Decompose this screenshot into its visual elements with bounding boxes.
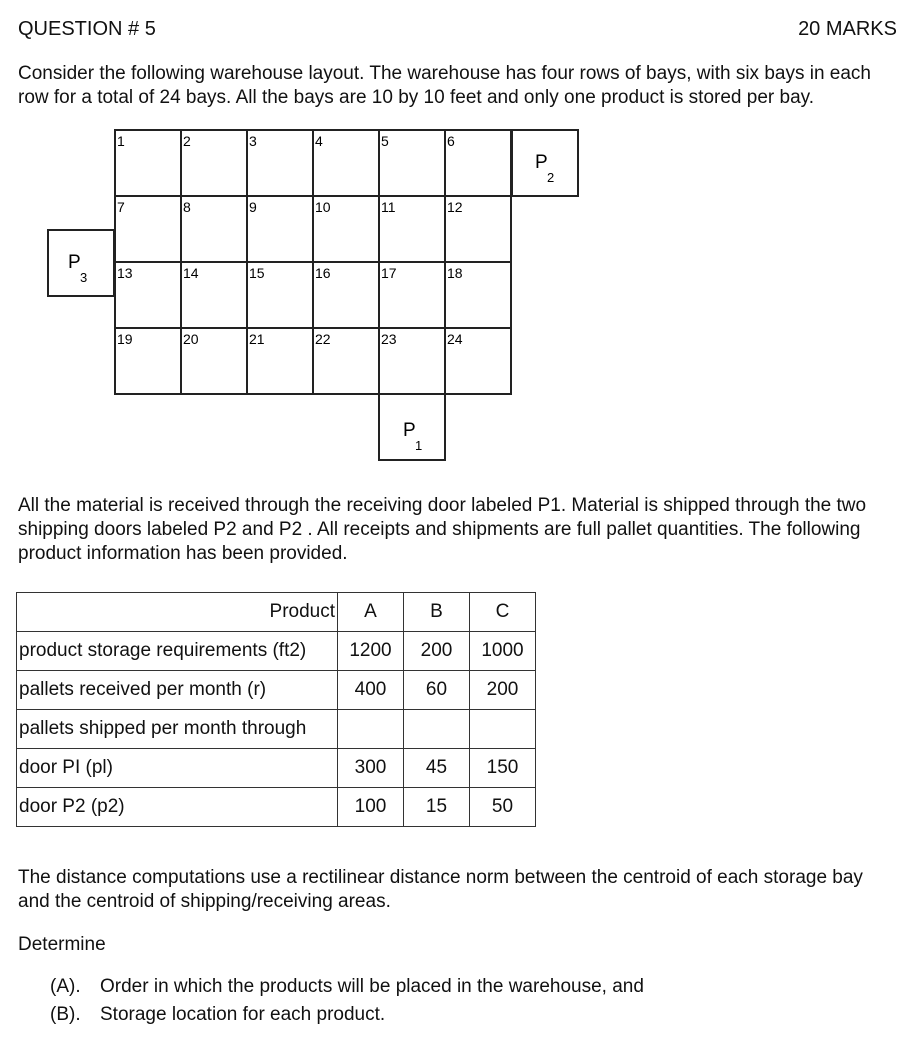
determine-heading: Determine [18,934,106,955]
bay-number: 4 [315,133,323,149]
bay-cell [115,130,181,196]
row-value-a: 100 [338,788,404,827]
bay-grid [115,130,511,394]
bay-number: 11 [381,199,396,215]
row-value-b: 60 [404,671,470,710]
door-p1-label: P [403,420,416,441]
bay-number: 13 [117,265,133,281]
door-p1-subscript: 1 [415,438,423,453]
door-p3-label: P [68,252,81,273]
row-value-b: 45 [404,749,470,788]
bay-number: 10 [315,199,331,215]
list-item-label: (A). [50,976,81,997]
list-item-label: (B). [50,1004,81,1025]
bay-cell [313,130,379,196]
bay-cell [379,130,445,196]
warehouse-layout-diagram [0,0,913,480]
bay-number: 7 [117,199,125,215]
bay-number: 8 [183,199,191,215]
marks-label: 20 MARKS [798,18,897,40]
table-row [17,671,536,710]
receiving-shipping-paragraph: All the material is received through the receiving door labeled P1. Material is shipped through the two shipping doors labeled P2 and P2 . All receipts and shipments are full pallet quantities. The following product information has been provided. [18,495,867,564]
bay-number: 16 [315,265,331,281]
bay-cell [445,130,511,196]
row-label: product storage requirements (ft2) [17,632,338,671]
door-p2-label: P [535,152,548,173]
bay-cell [181,196,247,262]
row-value-c: 200 [470,671,536,710]
row-value-a [338,710,404,749]
bay-number: 14 [183,265,199,281]
row-value-b: 15 [404,788,470,827]
bay-number: 12 [447,199,463,215]
table-row [17,710,536,749]
row-value-c [470,710,536,749]
bay-cell [247,130,313,196]
bay-number: 6 [447,133,455,149]
row-value-c: 50 [470,788,536,827]
door-p3 [48,230,114,296]
table-row [17,788,536,827]
list-item-text: Order in which the products will be placed in the warehouse, and [100,976,644,997]
intro-paragraph: Consider the following warehouse layout. The warehouse has four rows of bays, with six bays in each row for a total of 24 bays. All the bays are 10 by 10 feet and only one product is stored per bay. [18,63,871,108]
row-label: pallets received per month (r) [17,671,338,710]
product-info-table [16,592,536,827]
row-label: door PI (pl) [17,749,338,788]
row-value-c: 1000 [470,632,536,671]
bay-number: 15 [249,265,265,281]
bay-number: 19 [117,331,133,347]
header-a: A [338,593,404,632]
list-item-text: Storage location for each product. [100,1004,386,1025]
bay-cell [181,130,247,196]
row-value-b: 200 [404,632,470,671]
list-item [50,976,644,998]
bay-number: 20 [183,331,199,347]
header-c: C [470,593,536,632]
bay-number: 21 [249,331,265,347]
row-label: pallets shipped per month through [17,710,338,749]
door-p3-subscript: 3 [80,270,88,285]
bay-number: 18 [447,265,463,281]
row-value-a: 300 [338,749,404,788]
table-row [17,632,536,671]
bay-number: 17 [381,265,397,281]
bay-cell [247,196,313,262]
bay-number: 1 [117,133,125,149]
bay-number: 23 [381,331,397,347]
row-value-b [404,710,470,749]
row-value-a: 1200 [338,632,404,671]
table-row [17,749,536,788]
bay-number: 9 [249,199,257,215]
door-p2-subscript: 2 [547,170,555,185]
bay-number: 2 [183,133,191,149]
header-product: Product [17,593,338,632]
question-number: QUESTION # 5 [18,18,156,40]
row-value-c: 150 [470,749,536,788]
list-item [50,1004,385,1026]
table-header-row [17,593,536,632]
row-label: door P2 (p2) [17,788,338,827]
bay-number: 24 [447,331,463,347]
row-value-a: 400 [338,671,404,710]
bay-number: 22 [315,331,331,347]
bay-number: 3 [249,133,257,149]
bay-number: 5 [381,133,389,149]
bay-cell [115,196,181,262]
header-b: B [404,593,470,632]
distance-paragraph: The distance computations use a rectilinear distance norm between the centroid of each storage bay and the centroid of shipping/receiving areas. [18,867,863,912]
